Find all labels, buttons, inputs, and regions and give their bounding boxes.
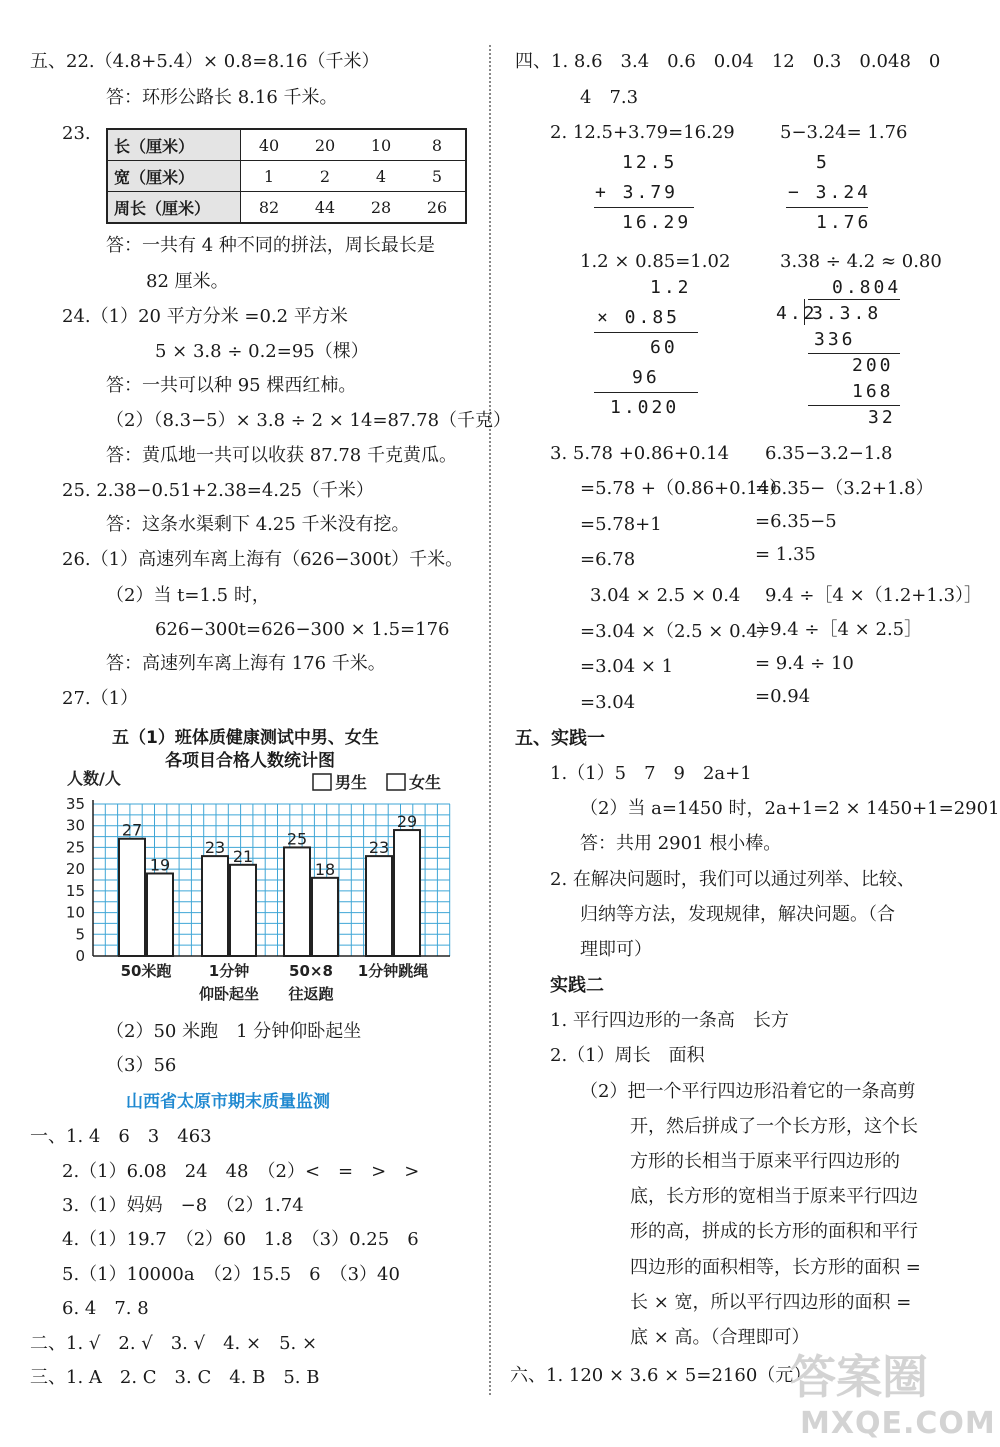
exam-line6: 6. 4 7. 8 [62,1298,149,1319]
data-label-boys: 23 [204,838,226,858]
practice-line1: 1.（1）5 7 9 2a+1 [550,763,752,784]
vert-sub-rule [786,207,868,208]
q24-line4: （2）（8.3−5）× 3.8 ÷ 2 × 14=87.78（千克） [106,410,512,431]
chart-title: 五（1）班体质健康测试中男、女生 [112,728,379,748]
practice2-line1: 1. 平行四边形的一条高 长方 [550,1010,789,1031]
data-label-boys: 25 [286,829,308,849]
table-header-length: 长（厘米） [107,129,241,161]
q22-answer: 答：环形公路长 8.16 千米。 [106,87,338,108]
vert-mul-second: × 0.85 [597,307,681,328]
x-tick-label: 50×8 [289,962,333,980]
q26-line3: 626−300t=626−300 × 1.5=176 [155,619,450,640]
practice2-line9: 长 × 宽，所以平行四边形的面积 = [630,1292,912,1313]
q24-answer1: 答：一共可以种 95 棵西红柿。 [106,375,357,396]
y-tick-label: 20 [65,860,85,879]
practice2-line10: 底 × 高。（合理即可） [630,1327,810,1348]
vert-add-rule [594,207,694,208]
y-axis-title: 人数/人 [67,769,121,788]
r-line2d: 3.38 ÷ 4.2 ≈ 0.80 [780,251,942,272]
x-tick-label-line2: 往返跑 [288,985,334,1003]
practice-line4: 2. 在解决问题时，我们可以通过列举、比较、 [550,869,915,890]
calc1-line4: =6.78 [580,549,636,570]
table-cell: 4 [353,161,409,192]
watermark-logo: 答案圈 [790,1350,928,1404]
y-tick-label: 35 [65,795,85,813]
calc3-line1: 3.04 × 2.5 × 0.4 [590,585,741,606]
y-tick-label: 10 [65,903,85,922]
q22-equation: 五、22.（4.8+5.4）× 0.8=8.16（千米） [30,51,380,72]
table-header-width: 宽（厘米） [107,161,241,192]
bar-girls [230,865,256,956]
div-quotient: 0.804 [832,277,902,298]
practice2-title: 实践二 [550,975,604,996]
y-tick-label: 15 [65,881,85,900]
vert-sub-second: − 3.24 [788,182,872,203]
r-line2b: 5−3.24= 1.76 [780,122,908,143]
column-divider [489,45,491,1395]
exam-section-title: 山西省太原市期末质量监测 [126,1092,330,1112]
data-label-boys: 27 [121,820,143,840]
q26-line2: （2）当 t=1.5 时， [106,585,270,606]
x-tick-label-line2: 仰卧起坐 [198,985,260,1003]
practice-line6: 理即可） [580,939,652,960]
practice2-line2: 2.（1）周长 面积 [550,1045,705,1066]
div-divisor: 4.2 [776,303,818,324]
table-cell: 1 [241,161,298,192]
div-step3: 168 [852,381,894,402]
r-line1b: 4 7.3 [580,87,639,108]
calc4-line1: 9.4 ÷［4 ×（1.2+1.3）］ [765,585,983,606]
vert-add-result: 16.29 [622,212,692,233]
y-tick-label: 30 [65,816,85,835]
calc2-line2: =6.35−（3.2+1.8） [755,478,934,499]
table-cell: 82 [241,192,298,224]
legend-label-girls: 女生 [409,773,442,792]
q24-answer2: 答：黄瓜地一共可以收获 87.78 千克黄瓜。 [106,445,457,466]
q24-line2: 5 × 3.8 ÷ 0.2=95（棵） [155,341,369,362]
table-cell: 40 [258,135,280,155]
vert-mul-rule2 [594,392,698,393]
table-cell: 20 [314,135,336,155]
practice-line2: （2）当 a=1450 时，2a+1=2 × 1450+1=2901 [580,798,1000,819]
practice2-line4: 开，然后拼成了一个长方形，这个长 [630,1116,918,1137]
table-cell: 8 [431,135,443,155]
practice-line3: 答：共用 2901 根小棒。 [580,833,782,854]
q23-answer-line1: 答：一共有 4 种不同的拼法，周长最长是 [106,235,435,256]
data-label-boys: 23 [368,838,390,858]
r-line2c: 1.2 × 0.85=1.02 [580,251,731,272]
calc1-line1: 3. 5.78 +0.86+0.14 [550,443,730,464]
q27-part1: 27.（1） [62,688,139,709]
div-dividend: 3.3.8 [812,303,882,324]
div-bracket-top [808,299,900,300]
calc2-line4: = 1.35 [755,544,816,565]
q25-answer: 答：这条水渠剩下 4.25 千米没有挖。 [106,514,410,535]
practice-title: 五、实践一 [515,728,605,749]
table-cell: 5 [409,161,466,192]
vert-sub-result: 1.76 [816,212,872,233]
exam-line2: 2.（1）6.08 24 48 （2）< = > > [62,1161,420,1182]
calc4-line3: = 9.4 ÷ 10 [755,653,854,674]
data-label-girls: 19 [149,855,171,875]
table-row [107,161,466,192]
q27-part2: （2）50 米跑 1 分钟仰卧起坐 [106,1021,362,1042]
practice2-line8: 四边形的面积相等，长方形的面积 = [630,1257,921,1278]
div-step2: 200 [852,355,894,376]
practice2-line6: 底，长方形的宽相当于原来平行四边 [630,1186,918,1207]
data-label-girls: 18 [314,859,336,879]
q27-part3: （3）56 [106,1055,177,1076]
bar-boys [202,856,228,956]
bar-girls [312,878,338,956]
q26-line1: 26.（1）高速列车离上海有（626−300t）千米。 [62,549,464,570]
practice2-line7: 形的高，拼成的长方形的面积和平行 [630,1221,918,1242]
calc3-line3: =3.04 × 1 [580,656,674,677]
calc2-line1: 6.35−3.2−1.8 [765,443,893,464]
vert-add-second: + 3.79 [595,182,679,203]
div-rule1 [808,353,900,354]
table-cell: 26 [409,192,466,224]
vert-mul-rule1 [594,332,698,333]
div-step1: 336 [814,329,856,350]
r-line2a: 2. 12.5+3.79=16.29 [550,122,735,143]
vert-add-top: 12.5 [622,152,678,173]
calc3-line4: =3.04 [580,692,636,713]
table-row [107,192,466,224]
calc1-line3: =5.78+1 [580,514,662,535]
exam-line1: 一、1. 4 6 3 463 [30,1126,212,1147]
exam-line7: 二、1. √ 2. √ 3. √ 4. × 5. × [30,1333,318,1354]
chart-subtitle: 各项目合格人数统计图 [165,751,335,771]
section6-line1: 六、1. 120 × 3.6 × 5=2160（元） [510,1365,812,1386]
vert-mul-top: 1.2 [650,277,692,298]
div-rule2 [808,405,900,406]
calc4-line4: =0.94 [755,686,811,707]
x-tick-label: 50米跑 [120,962,172,980]
q23-table [106,128,467,224]
data-label-girls: 29 [396,812,418,832]
y-tick-label: 0 [75,947,85,965]
q25-line1: 25. 2.38−0.51+2.38=4.25（千米） [62,480,374,501]
calc2-line3: =6.35−5 [755,511,837,532]
vert-mul-partial2: 96 [632,367,660,388]
q23-number: 23. [62,123,91,144]
div-remainder: 32 [868,407,896,428]
r-line1: 四、1. 8.6 3.4 0.6 0.04 12 0.3 0.048 0 [515,51,941,72]
y-tick-label: 5 [75,925,85,944]
legend-swatch-boys [313,774,331,790]
exam-line8: 三、1. A 2. C 3. C 4. B 5. B [30,1367,320,1388]
practice2-line3: （2）把一个平行四边形沿着它的一条高剪 [580,1081,916,1102]
y-tick-label: 25 [65,838,85,857]
bar-boys [119,839,145,956]
legend-swatch-girls [387,774,405,790]
bar-chart [55,768,475,1008]
bar-boys [366,856,392,956]
exam-line5: 5.（1）10000a （2）15.5 6 （3）40 [62,1264,400,1285]
calc4-line2: =9.4 ÷［4 × 2.5］ [755,619,923,640]
legend-label-boys: 男生 [335,773,368,792]
x-tick-label: 1分钟 [208,962,250,980]
data-label-girls: 21 [232,846,254,866]
q23-answer-line2: 82 厘米。 [146,271,229,292]
table-cell: 28 [353,192,409,224]
bar-boys [284,847,310,956]
q26-answer: 答：高速列车离上海有 176 千米。 [106,653,386,674]
vert-mul-result: 1.020 [610,397,680,418]
exam-line4: 4.（1）19.7 （2）60 1.8 （3）0.25 6 [62,1229,419,1250]
table-cell: 44 [297,192,353,224]
vert-mul-partial1: 60 [650,337,678,358]
watermark-url: MXQE.COM [800,1406,996,1441]
table-row [107,129,466,161]
practice-line5: 归纳等方法，发现规律，解决问题。（合 [580,904,895,925]
vert-sub-top: 5 [816,152,830,173]
exam-line3: 3.（1）妈妈 −8 （2）1.74 [62,1195,304,1216]
table-header-perimeter: 周长（厘米） [107,192,241,224]
x-tick-label: 1分钟跳绳 [357,962,429,980]
table-cell: 10 [370,135,392,155]
bar-girls [147,873,173,956]
practice2-line5: 方形的长相当于原来平行四边形的 [630,1151,900,1172]
q24-line1: 24.（1）20 平方分米 =0.2 平方米 [62,306,348,327]
bar-girls [394,830,420,956]
calc1-line2: =5.78 +（0.86+0.14） [580,478,788,499]
table-cell: 2 [297,161,353,192]
calc3-line2: =3.04 ×（2.5 × 0.4） [580,621,776,642]
